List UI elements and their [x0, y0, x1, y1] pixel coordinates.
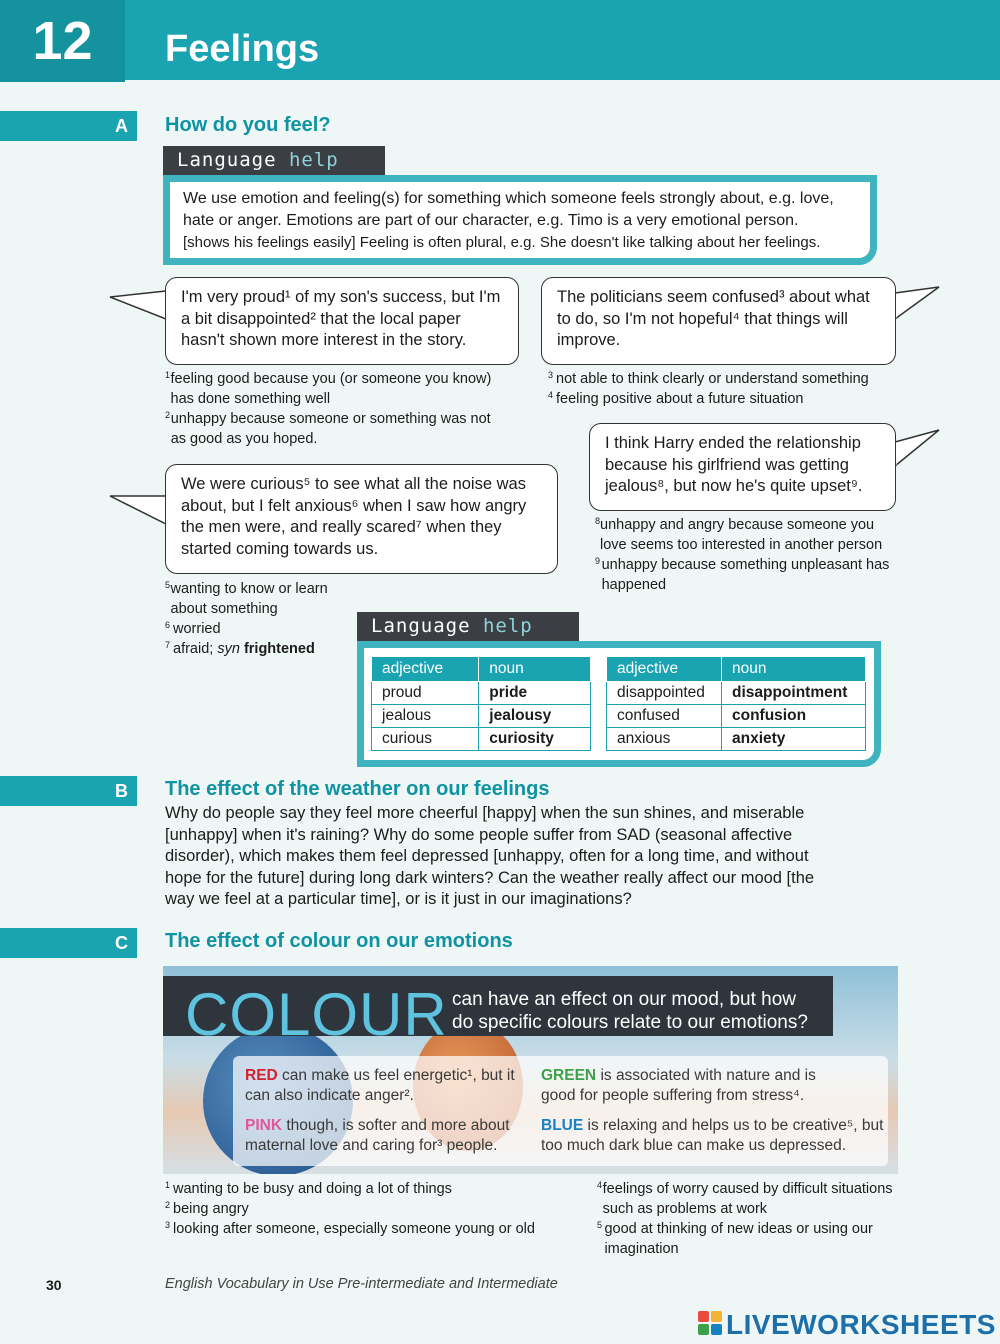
footnotes-5-7: 5 wanting to know or learn about something 6 worried 7 afraid; syn frightened — [165, 580, 328, 657]
language-help-label: Language help — [163, 146, 385, 178]
unit-number: 12 — [0, 0, 125, 82]
speech-bubble-2: The politicians seem confused³ about what to do, so I'm not hopeful⁴ that things will improve. — [541, 277, 896, 365]
section-c-tab: C — [0, 928, 137, 958]
colour-footnotes-4-5: 4 feelings of worry caused by difficult situations such as problems at work 5 good at thinking of new ideas or using our imagination — [597, 1180, 893, 1257]
unit-header-bar — [0, 0, 1000, 80]
column-header: adjective — [372, 657, 479, 682]
table-row: curious curiosity — [372, 728, 591, 751]
language-help-box — [163, 175, 877, 265]
speech-bubble-3: We were curious⁵ to see what all the noise was about, but I felt anxious⁶ when I saw how angry the men were, and really scared⁷ when they started coming towards us. — [165, 464, 558, 574]
colour-meanings-card — [233, 1056, 888, 1166]
column-header: adjective — [607, 657, 722, 682]
language-help-line: [shows his feelings easily] Feeling is often plural, e.g. She doesn't like talking about her feelings. — [183, 234, 821, 251]
colour-subtitle: can have an effect on our mood, but how do specific colours relate to our emotions? — [452, 989, 808, 1033]
language-help-line: hate or anger. Emotions are part of our character, e.g. Timo is a very emotional person. — [183, 212, 799, 229]
colour-pink-text: PINK though, is softer and more about maternal love and caring for³ people. — [245, 1117, 510, 1154]
page-number: 30 — [46, 1277, 62, 1293]
bubble-tail-1 — [108, 285, 168, 345]
table-row: jealous jealousy — [372, 705, 591, 728]
column-header: noun — [479, 657, 591, 682]
section-b-heading: The effect of the weather on our feelings — [165, 778, 550, 800]
speech-bubble-1: I'm very proud¹ of my son's success, but I'm a bit disappointed² that the local paper hasn't shown more interest in the story. — [165, 277, 519, 365]
section-b-tab: B — [0, 776, 137, 806]
table-row: proud pride — [372, 682, 591, 705]
table-row: confused confusion — [607, 705, 866, 728]
word-forms-table-right — [606, 656, 866, 751]
colour-title-band — [163, 976, 833, 1048]
footnotes-1-2: 1 feeling good because you (or someone you know) has done something well 2 unhappy because someone or something was not as good as you hoped. — [165, 370, 492, 447]
footnotes-3-4: 3 not able to think clearly or understand something 4 feeling positive about a future situation — [548, 370, 869, 407]
table-row: disappointed disappointment — [607, 682, 866, 705]
table-row: anxious anxiety — [607, 728, 866, 751]
liveworksheets-brand: LIVEWORKSHEETS — [726, 1309, 996, 1340]
colour-blue-text: BLUE is relaxing and helps us to be creative⁵, but too much dark blue can make us depressed. — [541, 1117, 884, 1154]
bubble-tail-3 — [108, 490, 168, 550]
word-forms-table-left — [371, 656, 591, 751]
bubble-tail-2 — [893, 283, 943, 343]
section-a-heading: How do you feel? — [165, 114, 331, 136]
page-title: Feelings — [165, 28, 320, 70]
footnotes-8-9: 8 unhappy and angry because someone you love seems too interested in another person 9 unhappy because something unpleasant has happened — [595, 516, 890, 593]
colour-green-text: GREEN is associated with nature and is good for people suffering from stress⁴. — [541, 1067, 816, 1104]
colour-infographic — [163, 966, 898, 1174]
column-header: noun — [721, 657, 865, 682]
liveworksheets-logo-icon — [698, 1311, 722, 1335]
bubble-tail-4 — [893, 428, 943, 488]
speech-bubble-4: I think Harry ended the relationship because his girlfriend was getting jealous⁸, but now he's quite upset⁹. — [589, 423, 896, 511]
book-title: English Vocabulary in Use Pre-intermediate and Intermediate — [165, 1276, 558, 1292]
colour-title: COLOUR — [185, 981, 448, 1048]
section-b-paragraph: Why do people say they feel more cheerful [happy] when the sun shines, and miserable [unhappy] when it's raining? Why do some people suffer from SAD (seasonal affective disorder), which makes them feel depressed [unhappy, often for a long time, and without hope for the future] during long dark winters? Can the weather really affect our mood [the way we feel at a particular time], or is it just in our imaginations? — [165, 804, 815, 908]
section-c-heading: The effect of colour on our emotions — [165, 930, 513, 952]
colour-footnotes-1-3: 1 wanting to be busy and doing a lot of things 2 being angry 3 looking after someone, especially someone young or old — [165, 1180, 535, 1237]
colour-red-text: RED can make us feel energetic¹, but it can also indicate anger². — [245, 1067, 515, 1104]
language-help-line: We use emotion and feeling(s) for something which someone feels strongly about, e.g. love, — [183, 190, 834, 207]
section-a-tab: A — [0, 111, 137, 141]
language-help-label-2: Language help — [357, 612, 579, 644]
